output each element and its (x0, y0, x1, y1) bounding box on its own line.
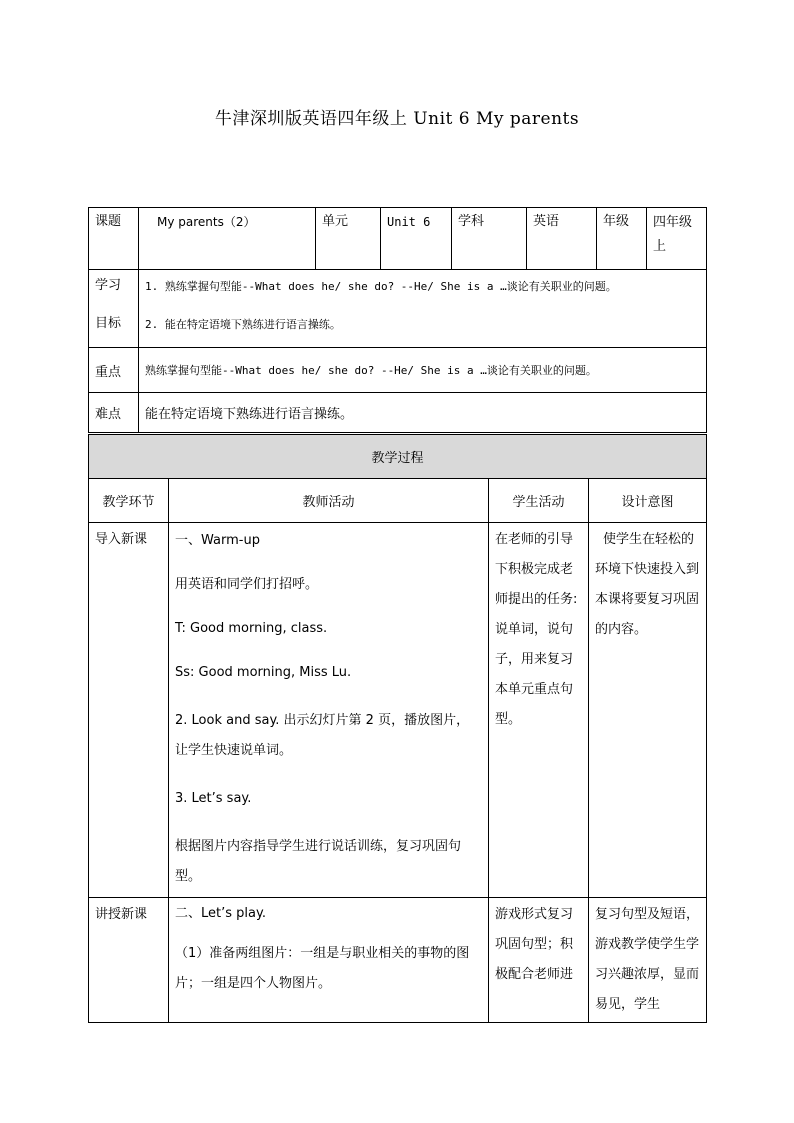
teacher-activity-cell: 二、Let’s play. （1）准备两组图片：一组是与职业相关的事物的图片；一组是四个人物图片。 (169, 898, 489, 1023)
objectives-label: 学习 目标 (89, 270, 139, 348)
design-intent-cell: 复习句型及短语，游戏教学使学生学习兴趣浓厚，显而易见，学生 (589, 898, 707, 1023)
lesson-value: My parents（2） (139, 208, 316, 270)
unit-label: 单元 (316, 208, 381, 270)
student-activity-cell: 在老师的引导下积极完成老师提出的任务:说单词，说句子，用来复习本单元重点句型。 (489, 523, 589, 898)
design-intent-cell: 使学生在轻松的环境下快速投入到本课将要复习巩固的内容。 (589, 523, 707, 898)
teaching-process-table (88, 434, 707, 1023)
subject-value: 英语 (527, 208, 597, 270)
lesson-label: 课题 (89, 208, 139, 270)
teacher-activity-cell: 一、Warm-up 用英语和同学们打招呼。 T: Good morning, class. Ss: Good morning, Miss Lu. 2. Look and say. 出示幻灯片第 2 页，播放图片，让学生快速说单词。 3. Let’s say. 根据图片内容指导学生进行说话训练，复习巩固句型。 (169, 523, 489, 898)
grade-label: 年级 (597, 208, 647, 270)
column-header: 教学环节 (89, 479, 169, 523)
stage-cell: 讲授新课 (89, 898, 169, 1023)
grade-value: 四年级上 (647, 208, 707, 270)
stage-cell: 导入新课 (89, 523, 169, 898)
document-title: 牛津深圳版英语四年级上 Unit 6 My parents (214, 109, 580, 129)
student-activity-cell: 游戏形式复习巩固句型；积极配合老师进 (489, 898, 589, 1023)
lesson-info-table (88, 207, 707, 433)
table-row (89, 523, 707, 898)
subject-label: 学科 (452, 208, 527, 270)
table-row (89, 898, 707, 1023)
difficulty-label: 难点 (89, 393, 139, 433)
key-point-text: 熟练掌握句型能--What does he/ she do? --He/ She is a …谈论有关职业的问题。 (139, 348, 707, 393)
column-header: 教师活动 (169, 479, 489, 523)
column-header: 设计意图 (589, 479, 707, 523)
difficulty-text: 能在特定语境下熟练进行语言操练。 (139, 393, 707, 433)
objectives-content: 1. 熟练掌握句型能--What does he/ she do? --He/ She is a …谈论有关职业的问题。 2. 能在特定语境下熟练进行语言操练。 (139, 270, 707, 348)
process-header: 教学过程 (89, 435, 707, 479)
unit-value: Unit 6 (381, 208, 452, 270)
key-point-label: 重点 (89, 348, 139, 393)
column-header: 学生活动 (489, 479, 589, 523)
